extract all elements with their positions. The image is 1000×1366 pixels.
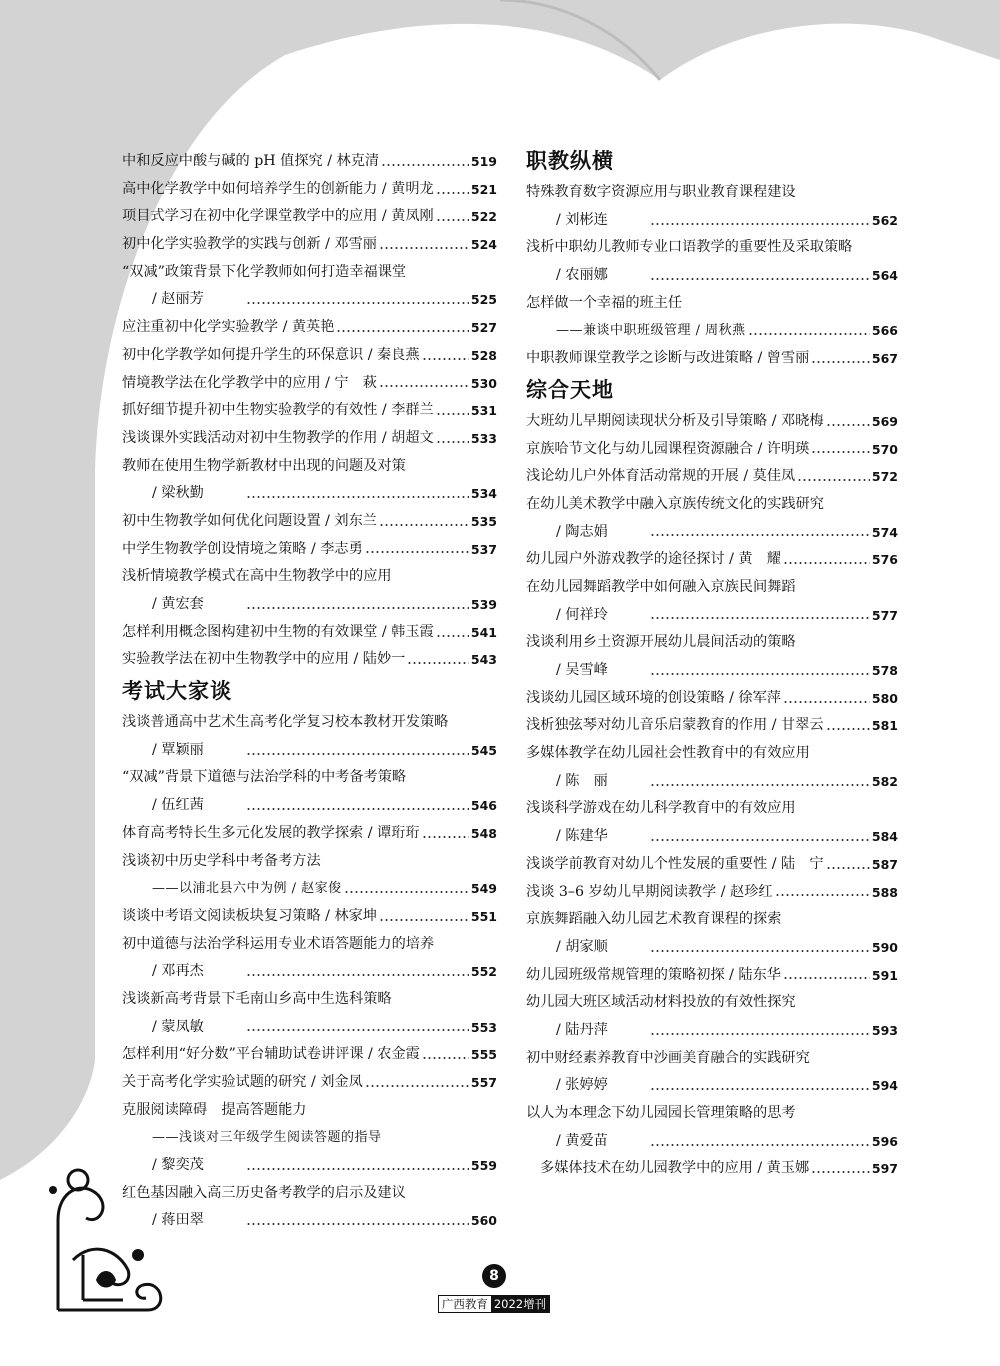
toc-entry-text: / 张婷婷 — [556, 1077, 608, 1094]
toc-page-number: 582 — [871, 773, 898, 789]
toc-entry-text: 浅谈科学游戏在幼儿科学教育中的有效应用 — [526, 800, 796, 817]
toc-page-number: 527 — [470, 320, 497, 336]
toc-entry-text: 教师在使用生物学新教材中出现的问题及对策 — [122, 457, 406, 474]
toc-page-number: 578 — [871, 663, 898, 678]
toc-entry — [526, 463, 898, 491]
toc-author-line — [526, 1017, 898, 1045]
toc-entry-text: / 陆丹萍 — [556, 1021, 608, 1038]
toc-page-number: 597 — [871, 1161, 898, 1177]
toc-entry-text: 幼儿园班级常规管理的策略初探 / 陆东华 — [526, 966, 781, 983]
toc-page-number: 552 — [470, 964, 497, 980]
toc-title-line — [122, 259, 497, 287]
toc-entry-text: 浅析独弦琴对幼儿音乐启蒙教育的作用 / 甘翠云 — [526, 717, 824, 734]
toc-entry — [122, 903, 497, 931]
toc-page-number: 574 — [871, 524, 898, 540]
toc-title-line — [122, 764, 497, 792]
page-footer — [434, 1264, 554, 1313]
toc-title-line — [122, 931, 497, 959]
toc-entry-text: 红色基因融入高三历史备考教学的启示及建议 — [122, 1184, 406, 1201]
toc-page-number: 525 — [470, 292, 497, 308]
toc-entry-text: / 陈建华 — [556, 828, 608, 845]
toc-author-line — [526, 207, 898, 235]
toc-entry — [122, 619, 497, 647]
section-heading: 职教纵横 — [526, 149, 614, 173]
dot-leader — [246, 1168, 469, 1170]
dot-leader — [783, 562, 870, 564]
toc-entry — [526, 546, 898, 574]
toc-entry — [122, 231, 497, 259]
toc-entry — [526, 962, 898, 990]
toc-entry — [526, 712, 898, 740]
toc-entry-text: / 蒙凤敏 — [152, 1018, 204, 1035]
toc-entry — [122, 1069, 497, 1097]
toc-entry — [122, 314, 497, 342]
toc-entry — [122, 1041, 497, 1069]
toc-entry-text: 大班幼儿早期阅读现状分析及引导策略 / 邓晓梅 — [526, 412, 824, 429]
dot-leader — [797, 479, 870, 481]
toc-entry — [122, 397, 497, 425]
toc-right-column — [526, 148, 898, 1183]
toc-page-number: 557 — [470, 1075, 497, 1090]
toc-entry-text: 体育高考特长生多元化发展的教学探索 / 谭珩珩 — [122, 824, 420, 841]
dot-leader — [246, 1029, 469, 1031]
toc-entry — [526, 851, 898, 879]
toc-entry-text: / 胡家顺 — [556, 938, 608, 955]
toc-entry-text: ——以浦北县六中为例 / 赵家俊 — [152, 881, 342, 897]
toc-page-number: 567 — [871, 351, 898, 367]
toc-page-number: 559 — [470, 1158, 497, 1174]
toc-entry-text: / 赵丽芳 — [152, 291, 204, 308]
toc-page-number: 594 — [871, 1078, 898, 1094]
toc-title-line — [122, 453, 497, 481]
toc-entry-text: 浅谈 3–6 岁幼儿早期阅读教学 / 赵珍红 — [526, 883, 773, 900]
toc-entry-text: 浅论幼儿户外体育活动常规的开展 / 莫佳凤 — [526, 468, 796, 485]
toc-page-number: 534 — [470, 486, 497, 502]
toc-title-line — [526, 290, 898, 318]
toc-entry-text: 中职教师课堂教学之诊断与改进策略 / 曾雪丽 — [526, 350, 810, 367]
toc-author-line — [526, 519, 898, 547]
toc-page-number: 584 — [871, 829, 898, 845]
toc-page-number: 572 — [871, 469, 898, 485]
toc-entry-text: 浅谈幼儿园区域环境的创设策略 / 徐军萍 — [526, 689, 781, 706]
toc-author-line — [122, 591, 497, 619]
toc-entry-text: / 刘彬连 — [556, 211, 608, 228]
toc-entry-text: / 伍红茜 — [152, 797, 204, 814]
toc-page-number: 521 — [470, 181, 497, 197]
toc-page-number: 570 — [871, 441, 898, 457]
toc-title-line — [122, 986, 497, 1014]
dot-leader — [650, 784, 870, 786]
dot-leader — [811, 1171, 870, 1173]
toc-page-number: 522 — [470, 209, 497, 225]
toc-entry-text: 中和反应中酸与碱的 pH 值探究 / 林克清 — [122, 153, 380, 169]
toc-author-line — [122, 737, 497, 765]
section-heading: 综合天地 — [526, 377, 614, 402]
toc-page-number: 588 — [871, 884, 898, 900]
toc-author-line — [526, 768, 898, 796]
toc-page-number: 566 — [871, 323, 898, 339]
toc-entry-text: 多媒体教学在幼儿园社会性教育中的有效应用 — [526, 745, 810, 762]
page-number: 8 — [482, 1264, 506, 1288]
toc-entry — [122, 176, 497, 204]
toc-page-number: 581 — [871, 718, 898, 734]
dot-leader — [811, 361, 870, 363]
toc-page-number: 546 — [470, 798, 497, 814]
toc-page-number: 593 — [871, 1022, 898, 1038]
dot-leader — [826, 424, 870, 426]
dot-leader — [246, 496, 469, 498]
toc-entry-text: 情境教学法在化学教学中的应用 / 宁 萩 — [122, 374, 377, 391]
dot-leader — [650, 1088, 870, 1090]
toc-author-line — [526, 1072, 898, 1100]
toc-entry-text: 初中化学教学如何提升学生的环保意识 / 秦良燕 — [122, 346, 420, 363]
toc-entry-text: 初中财经素养教育中沙画美育融合的实践研究 — [526, 1049, 810, 1066]
journal-name: 广西教育 — [441, 1297, 488, 1311]
dot-leader — [436, 219, 469, 221]
toc-entry-text: / 邓再杰 — [152, 963, 204, 980]
toc-page-number: 548 — [470, 825, 497, 841]
toc-page-number: 551 — [470, 908, 497, 924]
toc-entry — [122, 203, 497, 231]
toc-page-number: 560 — [470, 1213, 497, 1229]
toc-author-line — [526, 823, 898, 851]
toc-page-number: 524 — [470, 237, 497, 253]
toc-subtitle-line — [122, 1124, 497, 1152]
toc-title-line — [122, 1180, 497, 1208]
dot-leader — [826, 867, 870, 869]
toc-author-line — [526, 602, 898, 630]
toc-page-number: 555 — [470, 1047, 497, 1063]
toc-entry-text: 以人为本理念下幼儿园园长管理策略的思考 — [526, 1105, 796, 1121]
toc-page-number: 535 — [470, 513, 497, 529]
toc-entry-text: ——兼谈中职班级管理 / 周秋燕 — [556, 323, 746, 339]
dot-leader — [246, 974, 469, 976]
section-heading: 考试大家谈 — [122, 679, 232, 704]
dot-leader — [344, 891, 469, 893]
toc-title-line — [526, 989, 898, 1017]
toc-entry — [526, 879, 898, 907]
toc-entry — [526, 408, 898, 436]
dot-leader — [650, 950, 870, 952]
toc-page-number: 590 — [871, 939, 898, 955]
dot-leader — [336, 330, 468, 332]
toc-entry-text: 多媒体技术在幼儿园教学中的应用 / 黄玉娜 — [540, 1160, 810, 1177]
toc-entry-text: 浅谈新高考背景下毛南山乡高中生选科策略 — [122, 990, 392, 1007]
dot-leader — [246, 302, 469, 304]
toc-author-line — [526, 1128, 898, 1156]
dot-leader — [407, 662, 469, 664]
toc-entry-text: / 何祥玲 — [556, 606, 608, 623]
dot-leader — [246, 607, 469, 609]
toc-entry-text: / 黎奕茂 — [152, 1157, 204, 1174]
dot-leader — [436, 413, 469, 415]
toc-entry-text: / 黄爱苗 — [556, 1132, 608, 1149]
toc-entry-text: 项目式学习在初中化学课堂教学中的应用 / 黄凤刚 — [122, 208, 434, 225]
toc-page-number: 564 — [871, 268, 898, 284]
toc-left-column — [122, 148, 497, 1235]
toc-entry-text: 谈谈中考语文阅读板块复习策略 / 林家坤 — [122, 907, 377, 924]
dot-leader — [246, 808, 469, 810]
toc-page-number: 531 — [470, 403, 497, 419]
toc-page-number: 577 — [871, 607, 898, 623]
toc-entry — [122, 646, 497, 674]
toc-page-number: 539 — [470, 597, 497, 612]
dot-leader — [365, 551, 469, 553]
toc-entry-text: 在幼儿美术教学中融入京族传统文化的实践研究 — [526, 495, 824, 512]
toc-entry-text: 京族舞蹈融入幼儿园艺术教育课程的探索 — [526, 911, 782, 928]
toc-entry-text: 京族哈节文化与幼儿园课程资源融合 / 许明瑛 — [526, 440, 810, 457]
toc-entry — [526, 345, 898, 373]
dot-leader — [422, 836, 469, 838]
toc-title-line — [526, 740, 898, 768]
toc-entry-text: 初中道德与法治学科运用专业术语答题能力的培养 — [122, 935, 435, 952]
dot-leader — [650, 617, 870, 619]
toc-entry-text: 初中化学实验教学的实践与创新 / 邓雪丽 — [122, 236, 377, 253]
toc-page-number: 562 — [871, 212, 898, 228]
toc-entry-text: 幼儿园户外游戏教学的途径探讨 / 黄 耀 — [526, 551, 781, 568]
dot-leader — [422, 358, 469, 360]
toc-entry-text: ——浅谈对三年级学生阅读答题的指导 — [152, 1130, 382, 1146]
toc-page-number: 549 — [470, 881, 497, 897]
toc-entry-text: 浅谈课外实践活动对初中生物教学的作用 / 胡超文 — [122, 429, 434, 446]
toc-page-number: 530 — [470, 375, 497, 391]
toc-author-line — [122, 958, 497, 986]
toc-entry-text: / 黄宏套 — [152, 596, 204, 612]
toc-author-line — [526, 934, 898, 962]
dot-leader — [379, 247, 469, 249]
toc-page-number: 543 — [470, 652, 497, 668]
toc-entry-text: / 蒋田翠 — [152, 1212, 204, 1229]
dot-leader — [775, 894, 870, 896]
toc-subtitle-line — [526, 317, 898, 345]
journal-issue: 2022增刊 — [491, 1296, 549, 1312]
dot-leader — [783, 701, 870, 703]
toc-entry — [526, 685, 898, 713]
toc-entry — [122, 536, 497, 564]
toc-author-line — [526, 262, 898, 290]
toc-entry-text: 浅谈初中历史学科中考备考方法 — [122, 852, 321, 869]
toc-entry-text: 克服阅读障碍 提高答题能力 — [122, 1101, 307, 1118]
toc-title-line — [526, 1100, 898, 1128]
toc-entry-text: 怎样做一个幸福的班主任 — [526, 294, 683, 311]
toc-entry — [526, 1155, 898, 1183]
toc-entry-text: 高中化学教学中如何培养学生的创新能力 / 黄明龙 — [122, 180, 434, 197]
toc-entry-text: / 覃颖丽 — [152, 741, 204, 758]
toc-title-line — [122, 563, 497, 591]
toc-entry-text: 在幼儿园舞蹈教学中如何融入京族民间舞蹈 — [526, 578, 796, 595]
toc-page-number: 545 — [470, 742, 497, 758]
toc-title-line — [122, 1097, 497, 1125]
toc-title-line — [526, 906, 898, 934]
toc-page-number: 541 — [470, 624, 497, 640]
toc-entry-text: / 农丽娜 — [556, 267, 608, 284]
dot-leader — [811, 451, 870, 453]
toc-entry-text: 关于高考化学实验试题的研究 / 刘金凤 — [122, 1074, 363, 1090]
toc-entry-text: 浅谈普通高中艺术生高考化学复习校本教材开发策略 — [122, 714, 449, 731]
toc-entry-text: / 梁秋勤 — [152, 485, 204, 502]
toc-entry-text: 实验教学法在初中生物教学中的应用 / 陆妙一 — [122, 651, 406, 668]
dot-leader — [650, 673, 870, 675]
toc-entry — [526, 436, 898, 464]
toc-entry-text: 浅析中职幼儿教师专业口语教学的重要性及采取策略 — [526, 239, 853, 256]
dot-leader — [379, 919, 469, 921]
toc-entry — [122, 370, 497, 398]
toc-entry-text: 中学生物教学创设情境之策略 / 李志勇 — [122, 540, 363, 557]
dot-leader — [246, 1223, 469, 1225]
toc-entry — [122, 148, 497, 176]
toc-page-number: 580 — [871, 690, 898, 706]
toc-entry-text: “双减”政策背景下化学教师如何打造幸福课堂 — [122, 263, 407, 280]
toc-title-line — [122, 709, 497, 737]
dot-leader — [650, 223, 870, 225]
toc-page-number: 519 — [470, 154, 497, 169]
toc-entry-text: 怎样利用“好分数”平台辅助试卷讲评课 / 农金霞 — [122, 1046, 420, 1063]
dot-leader — [436, 635, 469, 637]
toc-entry-text: / 陶志娟 — [556, 523, 608, 540]
dot-leader — [379, 385, 469, 387]
dot-leader — [436, 192, 469, 194]
toc-entry-text: 初中生物教学如何优化问题设置 / 刘东兰 — [122, 512, 377, 529]
toc-page-number: 533 — [470, 430, 497, 446]
toc-entry-text: 幼儿园大班区域活动材料投放的有效性探究 — [526, 994, 796, 1011]
toc-page-number: 528 — [470, 347, 497, 363]
toc-author-line — [526, 657, 898, 685]
toc-page-number: 569 — [871, 413, 898, 429]
dot-leader — [365, 1085, 469, 1087]
toc-title-line — [526, 234, 898, 262]
toc-entry-text: 浅谈利用乡土资源开展幼儿晨间活动的策略 — [526, 634, 796, 651]
toc-entry-text: 浅析情境教学模式在高中生物教学中的应用 — [122, 568, 392, 585]
dot-leader — [650, 1144, 870, 1146]
toc-title-line — [526, 1045, 898, 1073]
toc-title-line — [526, 795, 898, 823]
toc-entry — [122, 342, 497, 370]
toc-author-line — [122, 792, 497, 820]
toc-page-number: 591 — [871, 967, 898, 983]
dot-leader — [650, 534, 870, 536]
toc-entry — [122, 820, 497, 848]
toc-title-line — [122, 848, 497, 876]
toc-author-line — [122, 286, 497, 314]
toc-page-number: 537 — [470, 541, 497, 557]
toc-entry — [122, 508, 497, 536]
toc-title-line — [526, 629, 898, 657]
dot-leader — [650, 1033, 870, 1035]
toc-entry-text: 抓好细节提升初中生物实验教学的有效性 / 李群兰 — [122, 402, 434, 419]
toc-page-number: 553 — [470, 1019, 497, 1035]
dot-leader — [381, 164, 469, 166]
dot-leader — [748, 333, 870, 335]
toc-page-number: 596 — [871, 1133, 898, 1149]
toc-entry-text: “双减”背景下道德与法治学科的中考备考策略 — [122, 769, 407, 786]
toc-page-number: 576 — [871, 552, 898, 568]
dot-leader — [436, 441, 469, 443]
toc-entry-text: 应注重初中化学实验教学 / 黄英艳 — [122, 319, 335, 336]
dot-leader — [379, 524, 469, 526]
journal-label — [438, 1295, 550, 1313]
toc-entry-text: / 陈 丽 — [556, 772, 608, 789]
toc-page-number: 587 — [871, 856, 898, 872]
toc-entry — [122, 425, 497, 453]
toc-entry-text: / 吴雪峰 — [556, 662, 608, 678]
dot-leader — [422, 1057, 469, 1059]
toc-title-line — [526, 574, 898, 602]
toc-entry-text: 浅谈学前教育对幼儿个性发展的重要性 / 陆 宁 — [526, 855, 824, 872]
toc-title-line — [526, 491, 898, 519]
toc-title-line — [526, 179, 898, 207]
dot-leader — [650, 839, 870, 841]
dot-leader — [826, 728, 870, 730]
toc-author-line — [122, 1207, 497, 1235]
dot-leader — [650, 278, 870, 280]
toc-subtitle-line — [122, 875, 497, 903]
toc-entry-text: 怎样利用概念图构建初中生物的有效课堂 / 韩玉霞 — [122, 623, 434, 640]
dot-leader — [783, 977, 870, 979]
toc-author-line — [122, 1152, 497, 1180]
dot-leader — [246, 753, 469, 755]
toc-author-line — [122, 480, 497, 508]
toc-author-line — [122, 1014, 497, 1042]
toc-entry-text: 特殊教育数字资源应用与职业教育课程建设 — [526, 184, 796, 200]
